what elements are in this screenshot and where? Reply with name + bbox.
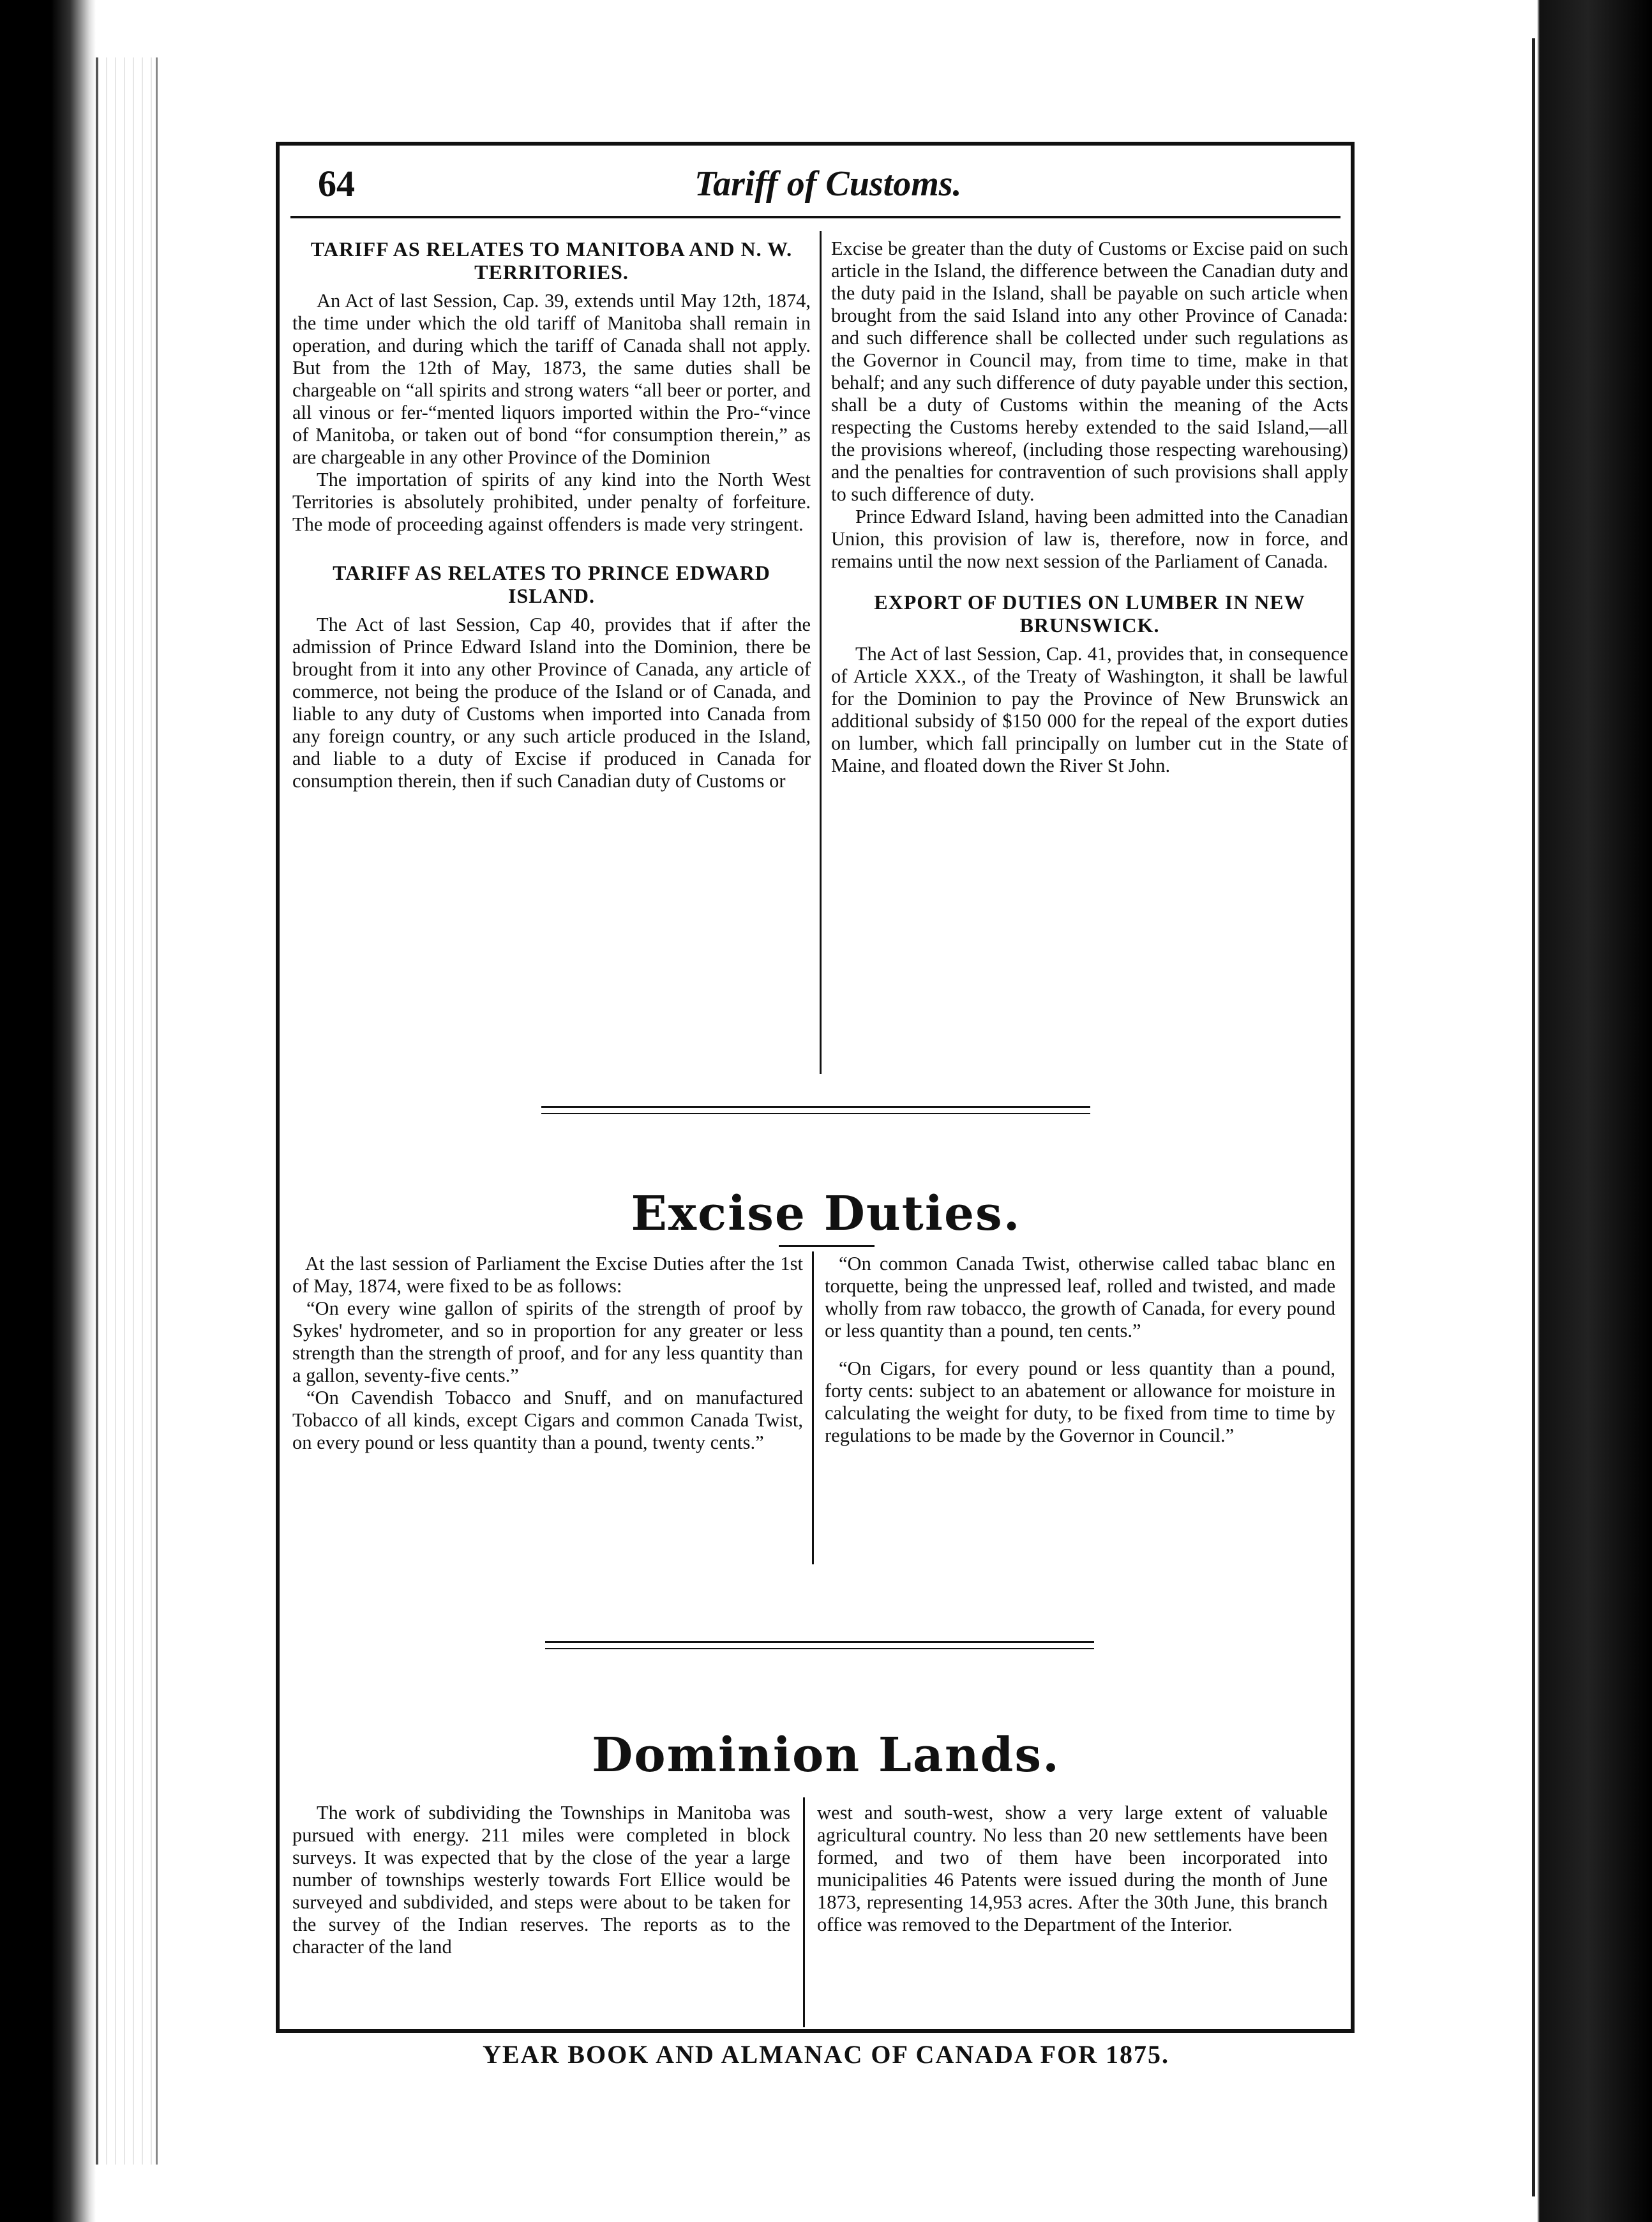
lumber-paragraph: The Act of last Session, Cap. 41, provides that, in consequence of Article XXX., of the Treaty of Washington, it shall be lawful for the Dominion to pay the Province of New Brunswick an additional subsidy of $150 000 for the repeal of the export duties on lumber, which fall principally on lumber cut in the State of Maine, and floated down the River St John.: [831, 643, 1348, 776]
running-title: Tariff of Customs.: [695, 164, 962, 204]
manitoba-paragraph: The importation of spirits of any kind into the North West Territories is absolutely prohibited, under penalty of forfeiture. The mode of proceeding against offenders is made very stringent.: [292, 469, 811, 535]
section-separator: [545, 1641, 1094, 1649]
lands-paragraph: The work of subdividing the Townships in Manitoba was pursued with energy. 211 miles were completed in block surveys. It was expected that by the close of the year a large number of townships westerly towards Fort Ellice would be surveyed and subdivided, and steps were about to be taken for the survey of the Indian reserves. The reports as to the character of the land: [292, 1802, 790, 1958]
pei-lumber-column: [831, 238, 1348, 777]
lands-title: Dominion Lands.: [592, 1728, 1060, 1783]
column-divider: [820, 231, 822, 1074]
manitoba-paragraph: An Act of last Session, Cap. 39, extends until May 12th, 1874, the time under which the old tariff of Manitoba shall remain in operation, and during which the tariff of Canada shall not apply. But from the 12th of May, 1873, the same duties shall be chargeable on “all spirits and strong waters “all beer or porter, and all vinous or fer-“mented liquors imported within the Pro-“vince of Manitoba, or taken out of bond “for consumption therein,” as are chargeable in any other Province of the Dominion: [292, 290, 811, 468]
section-separator: [541, 1106, 1090, 1114]
pei-paragraph-continued: Excise be greater than the duty of Customs or Excise paid on such article in the Island, the difference between the Canadian duty and the duty paid in the Island, shall be payable on such article when brought from the said Island into any other Province of Canada: and such difference shall be collected under such regulations as the Governor in Council may, from time to time, make in that behalf; and any such difference of duty payable under this section, shall be a duty of Customs within the meaning of the Acts respecting the Customs hereby extended to the said Island,—all the provisions whereof, (including those respecting warehousing) and the penalties for contravention of such provisions shall apply to such difference of duty.: [831, 238, 1348, 505]
scan-border-left: [0, 0, 96, 2222]
header-rule: [290, 216, 1340, 218]
manitoba-pei-column: [292, 238, 811, 792]
lands-paragraph-continued: west and south-west, show a very large extent of valuable agricultural country. No less than 20 new settlements have been formed, and two of them have been incorporated into municipalities 46 Patents were issued during the month of June 1873, representing 14,953 acres. After the 30th June, this branch office was removed to the Department of the Interior.: [817, 1802, 1328, 1935]
page-footer: YEAR BOOK AND ALMANAC OF CANADA FOR 1875.: [482, 2040, 1170, 2069]
lumber-heading: EXPORT OF DUTIES ON LUMBER IN NEW BRUNSWICK.: [874, 591, 1305, 637]
excise-title: Excise Duties.: [631, 1186, 1021, 1241]
excise-paragraph: At the last session of Parliament the Excise Duties after the 1st of May, 1874, were fixed to be as follows:: [292, 1253, 803, 1297]
page-stack-edge: [96, 57, 158, 2165]
excise-title-underline: [779, 1245, 875, 1247]
excise-quote: “On common Canada Twist, otherwise called tabac blanc en torquette, being the unpressed leaf, rolled and twisted, and made wholly from raw tobacco, the growth of Canada, for every pound or less quantity than a pound, ten cents.”: [825, 1253, 1335, 1342]
pei-paragraph: The Act of last Session, Cap 40, provides that if after the admission of Prince Edward Island into the Dominion, there be brought from it into any other Province of Canada, any article of commerce, not being the produce of the Island or of Canada, and liable to any duty of Customs when imported into Canada from any foreign country, or any such article produced in the Island, and liable to a duty of Excise if produced in Canada for consumption therein, then if such Canadian duty of Customs or: [292, 614, 811, 792]
lands-right-column: [817, 1802, 1328, 1936]
excise-quote: “On Cavendish Tobacco and Snuff, and on manufactured Tobacco of all kinds, except Cigars and common Canada Twist, on every pound or less quantity than a pound, twenty cents.”: [292, 1387, 803, 1453]
page-number: 64: [318, 163, 355, 204]
pei-heading: TARIFF AS RELATES TO PRINCE EDWARD ISLAND.: [333, 561, 770, 607]
facing-page-edge: [1532, 38, 1548, 2196]
excise-quote: “On Cigars, for every pound or less quantity than a pound, forty cents: subject to an abatement or allowance for moisture in calculating the weight for duty, to be fixed from time to time by regulations to be made by the Governor in Council.”: [825, 1357, 1335, 1446]
excise-left-column: [292, 1253, 803, 1454]
excise-quote: “On every wine gallon of spirits of the strength of proof by Sykes' hydrometer, and so in proportion for any greater or less strength than the strength of proof, and for any less quantity than a gallon, seventy-five cents.”: [292, 1297, 803, 1386]
lands-left-column: [292, 1802, 790, 1958]
column-divider: [803, 1797, 805, 2027]
pei-paragraph: Prince Edward Island, having been admitted into the Canadian Union, this provision of law is, therefore, now in force, and remains until the now next session of the Parliament of Canada.: [831, 506, 1348, 572]
column-divider: [812, 1251, 814, 1564]
manitoba-heading: TARIFF AS RELATES TO MANITOBA AND N. W. TERRITORIES.: [310, 238, 793, 283]
page-header: [299, 162, 1332, 213]
excise-right-column: [825, 1253, 1335, 1447]
